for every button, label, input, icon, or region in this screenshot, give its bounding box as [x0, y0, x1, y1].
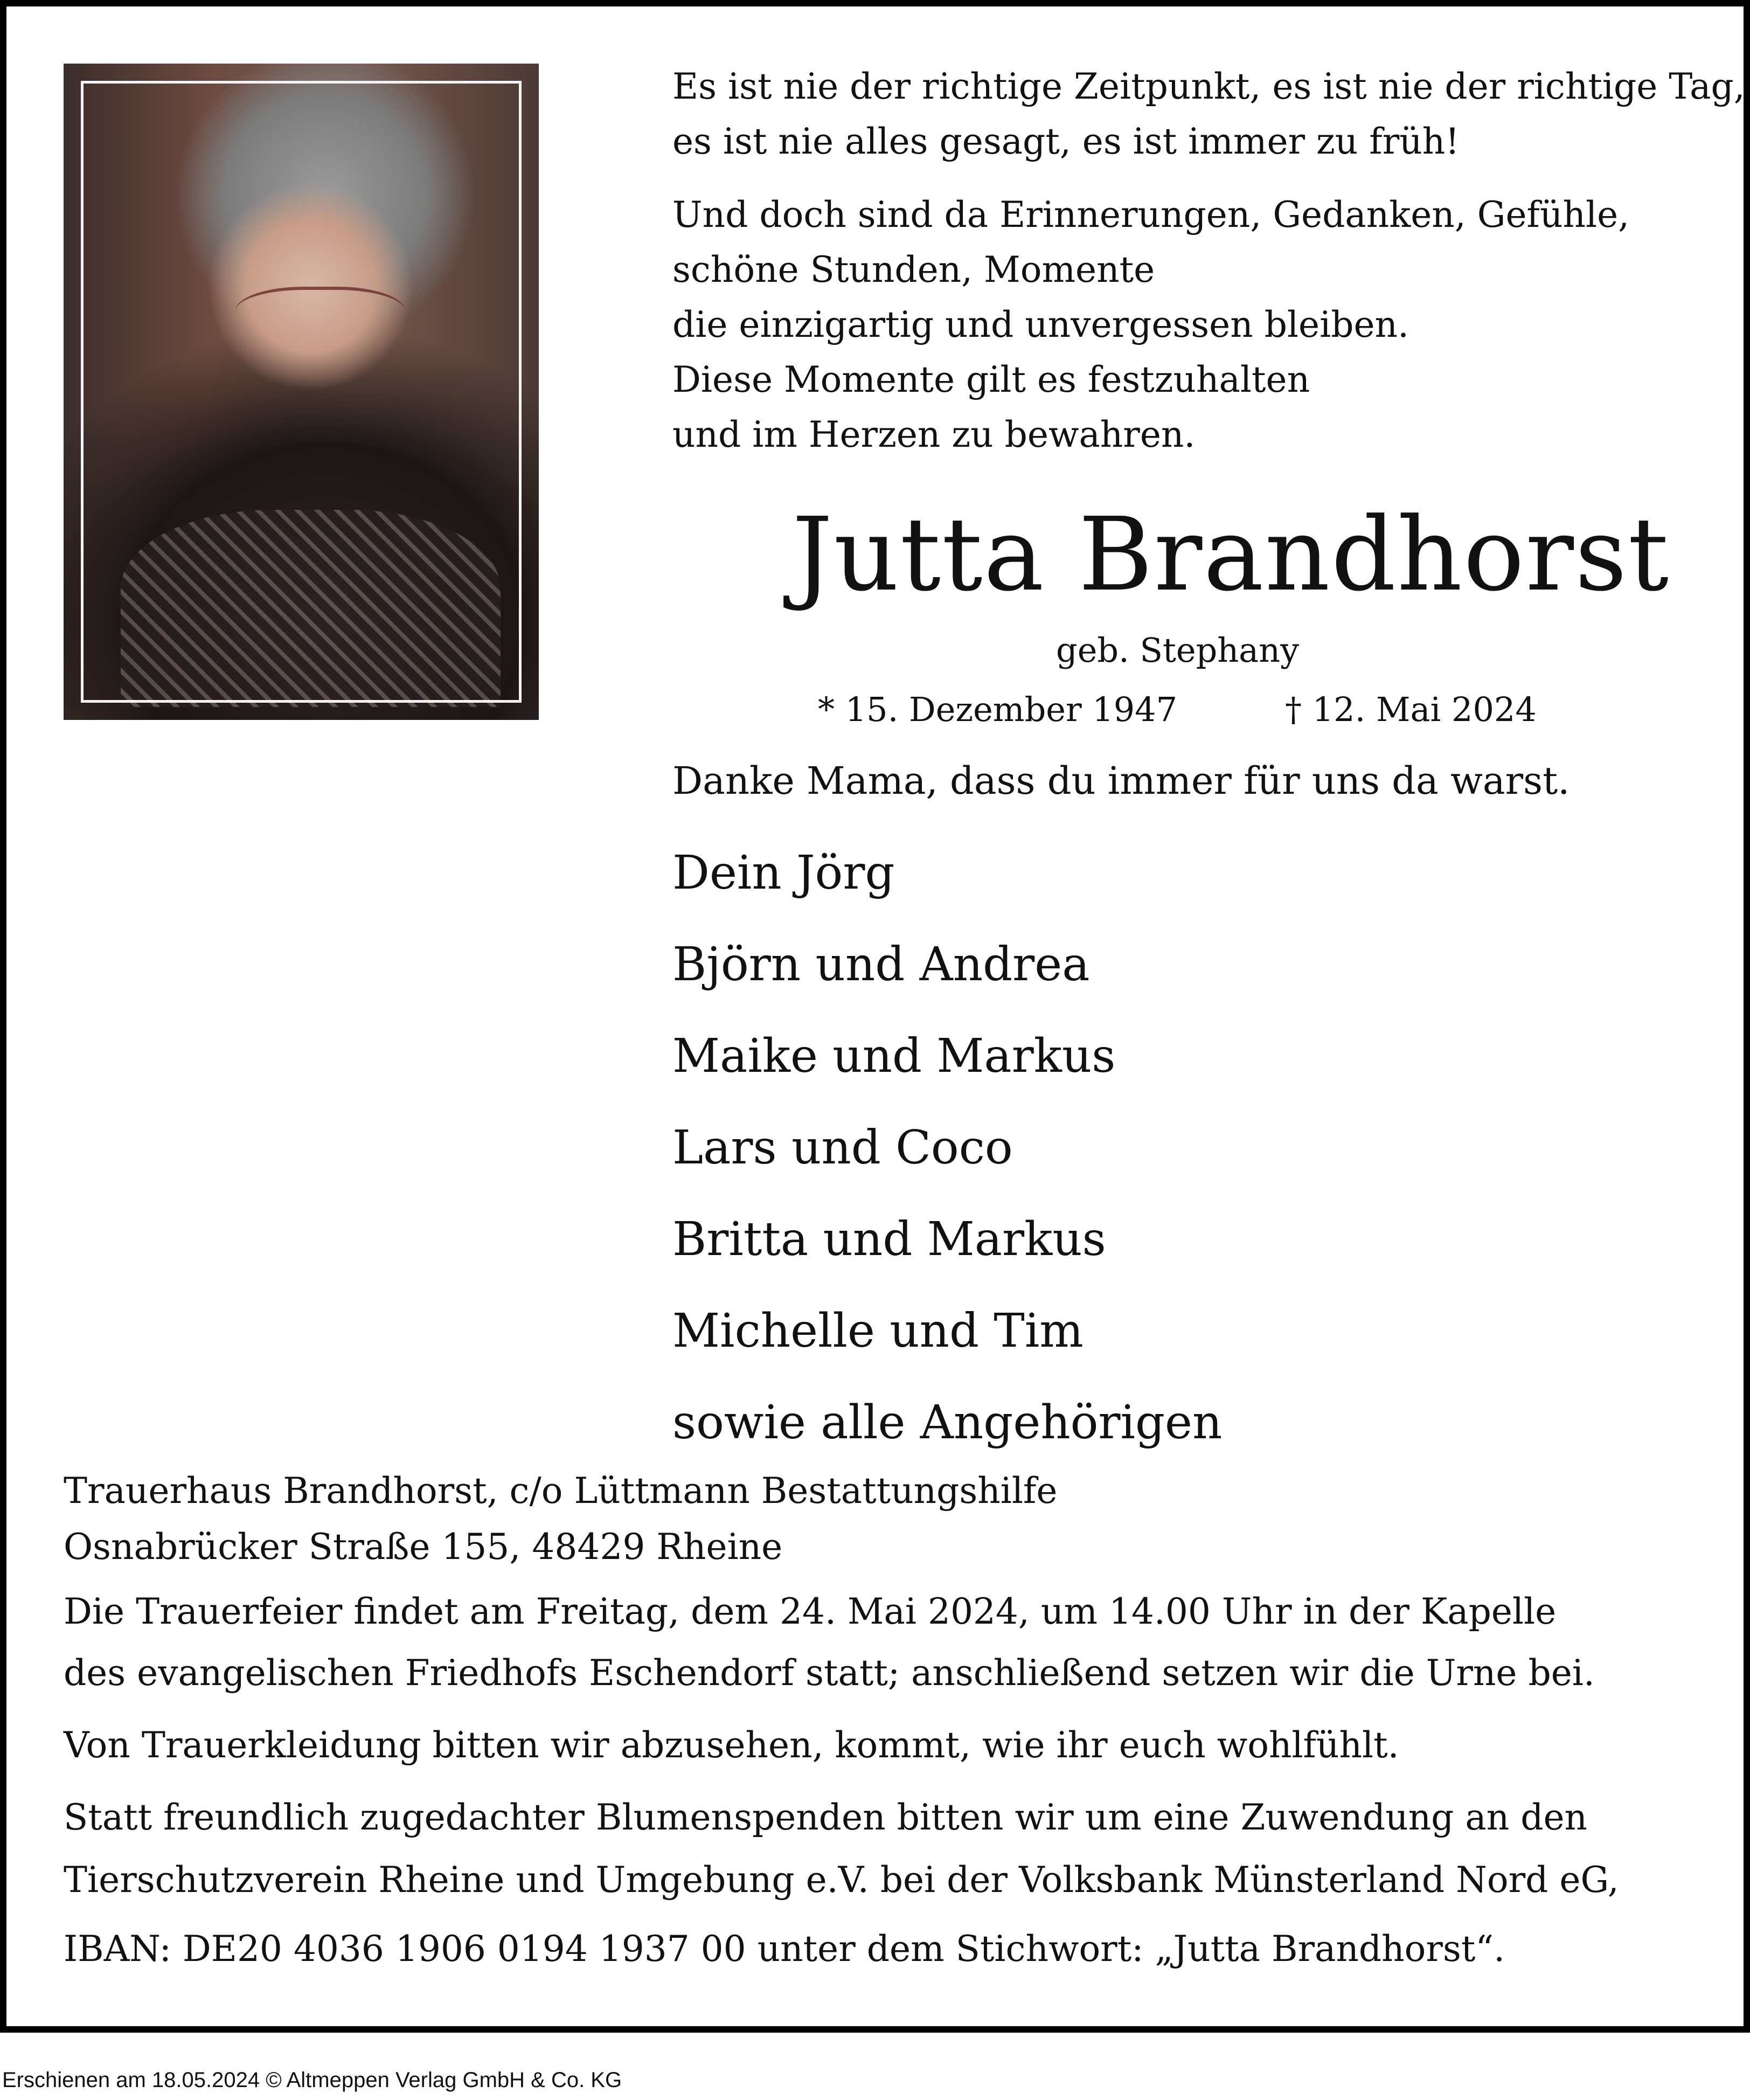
mourner-line: Maike und Markus	[672, 1029, 1116, 1083]
donation-line: Statt freundlich zugedachter Blumenspenden bitten wir um eine Zuwendung an den	[64, 1797, 1588, 1838]
address-line: Osnabrücker Straße 155, 48429 Rheine	[64, 1526, 783, 1568]
photo-inner-border	[81, 81, 522, 703]
address-line: Trauerhaus Brandhorst, c/o Lüttmann Bestattungshilfe	[64, 1470, 1058, 1512]
mourner-line: Michelle und Tim	[672, 1304, 1084, 1358]
donation-line: Tierschutzverein Rheine und Umgebung e.V. bei der Volksbank Münsterland Nord eG,	[64, 1859, 1619, 1901]
poem-line: es ist nie alles gesagt, es ist immer zu früh!	[672, 121, 1460, 162]
funeral-line: des evangelischen Friedhofs Eschendorf statt; anschließend setzen wir die Urne bei.	[64, 1652, 1595, 1694]
donation-line: IBAN: DE20 4036 1906 0194 1937 00 unter dem Stichwort: „Jutta Brandhorst“.	[64, 1928, 1505, 1970]
mourner-line: Britta und Markus	[672, 1212, 1106, 1266]
death-date: † 12. Mai 2024	[1285, 690, 1537, 729]
thanks-line: Danke Mama, dass du immer für uns da warst.	[672, 759, 1570, 803]
birth-name: geb. Stephany	[1056, 630, 1300, 670]
poem-line: Diese Momente gilt es festzuhalten	[672, 359, 1310, 400]
publication-footer: Erschienen am 18.05.2024 © Altmeppen Verlag GmbH & Co. KG	[2, 2068, 622, 2092]
poem-line: Es ist nie der richtige Zeitpunkt, es ist nie der richtige Tag,	[672, 66, 1745, 107]
mourner-line: sowie alle Angehörigen	[672, 1396, 1223, 1450]
mourner-line: Lars und Coco	[672, 1121, 1013, 1175]
mourner-line: Björn und Andrea	[672, 938, 1090, 992]
deceased-name: Jutta Brandhorst	[792, 496, 1670, 614]
poem-line: die einzigartig und unvergessen bleiben.	[672, 304, 1409, 345]
mourner-line: Dein Jörg	[672, 846, 895, 900]
birth-date: * 15. Dezember 1947	[818, 690, 1178, 729]
poem-line: Und doch sind da Erinnerungen, Gedanken, Gefühle,	[672, 194, 1630, 235]
poem-line: schöne Stunden, Momente	[672, 249, 1155, 290]
portrait-photo	[64, 64, 539, 720]
clothing-note: Von Trauerkleidung bitten wir abzusehen, kommt, wie ihr euch wohlfühlt.	[64, 1724, 1399, 1766]
funeral-line: Die Trauerfeier findet am Freitag, dem 24. Mai 2024, um 14.00 Uhr in der Kapelle	[64, 1591, 1557, 1632]
poem-line: und im Herzen zu bewahren.	[672, 414, 1196, 455]
